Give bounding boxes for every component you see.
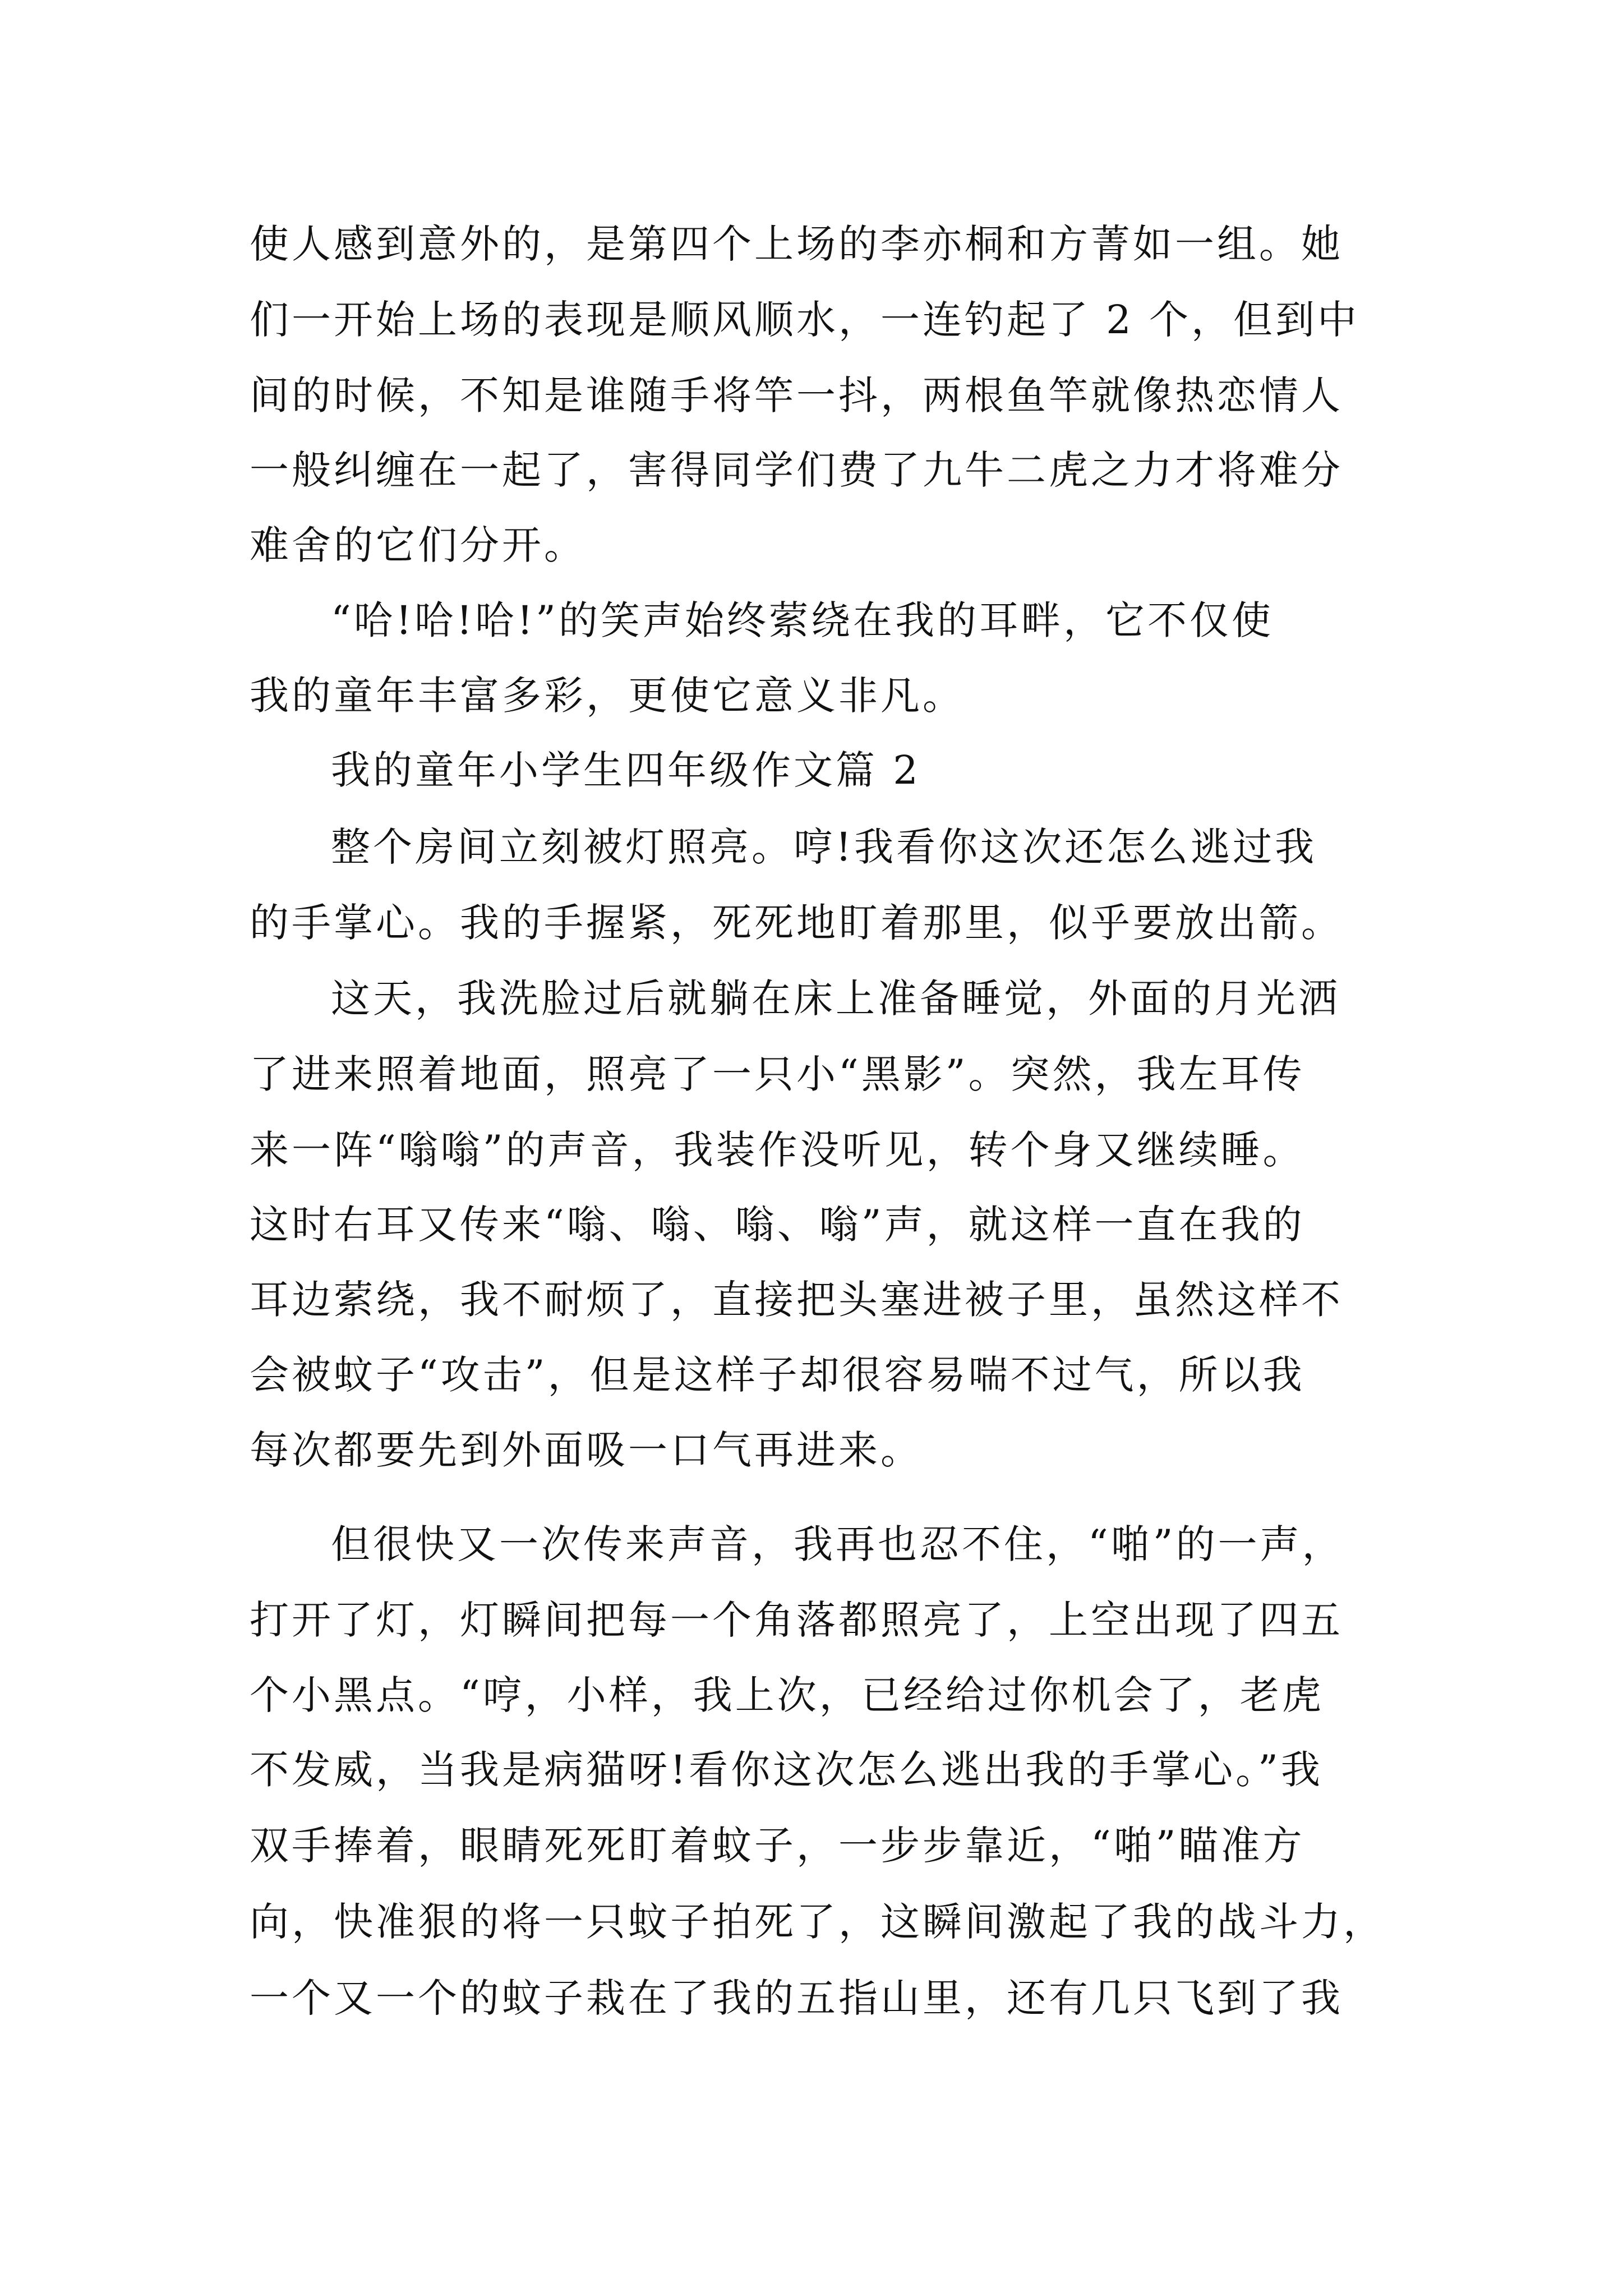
paragraph-4-line-1: 了进来照着地面，照亮了一只小“黑影”。突然，我左耳传: [250, 1051, 1305, 1097]
paragraph-5-line-5: 向，快准狠的将一只蚊子拍死了，这瞬间激起了我的战斗力，: [250, 1899, 1385, 1945]
paragraph-4-line-3: 这时右耳又传来“嗡、嗡、嗡、嗡”声，就这样一直在我的: [250, 1202, 1305, 1248]
paragraph-3-line-0: 整个房间立刻被灯照亮。哼!我看你这次还怎么逃过我: [331, 824, 1317, 870]
paragraph-5-line-0: 但很快又一次传来声音，我再也忍不住，“啪”的一声，: [331, 1521, 1344, 1567]
paragraph-4-line-4: 耳边萦绕，我不耐烦了，直接把头塞进被子里，虽然这样不: [250, 1277, 1343, 1323]
paragraph-5-line-3: 不发威，当我是病猫呀!看你这次怎么逃出我的手掌心。”我: [250, 1747, 1323, 1793]
paragraph-4-line-0: 这天，我洗脸过后就躺在床上准备睡觉，外面的月光洒: [331, 976, 1340, 1022]
paragraph-1-line-1: 我的童年丰富多彩，更使它意义非凡。: [250, 673, 965, 719]
paragraph-3-line-1: 的手掌心。我的手握紧，死死地盯着那里，似乎要放出箭。: [250, 900, 1343, 946]
paragraph-0-line-2: 间的时候，不知是谁随手将竿一抖，两根鱼竿就像热恋情人: [250, 372, 1343, 418]
section-heading: 我的童年小学生四年级作文篇 2: [331, 747, 921, 793]
paragraph-0-line-4: 难舍的它们分开。: [250, 522, 586, 568]
paragraph-1-line-0: “哈!哈!哈!”的笑声始终萦绕在我的耳畔，它不仅使: [331, 597, 1274, 643]
paragraph-5-line-2: 个小黑点。“哼，小样，我上次，已经给过你机会了，老虎: [250, 1672, 1324, 1718]
paragraph-5-line-4: 双手捧着，眼睛死死盯着蚊子，一步步靠近，“啪”瞄准方: [250, 1823, 1305, 1869]
paragraph-0-line-3: 一般纠缠在一起了，害得同学们费了九牛二虎之力才将难分: [250, 447, 1343, 493]
paragraph-0-line-1: 们一开始上场的表现是顺风顺水，一连钓起了 2 个，但到中: [250, 297, 1360, 343]
paragraph-4-line-2: 来一阵“嗡嗡”的声音，我装作没听见，转个身又继续睡。: [250, 1127, 1305, 1173]
paragraph-4-line-6: 每次都要先到外面吸一口气再进来。: [250, 1427, 923, 1473]
paragraph-5-line-1: 打开了灯，灯瞬间把每一个角落都照亮了，上空出现了四五: [250, 1597, 1343, 1643]
paragraph-5-line-6: 一个又一个的蚊子栽在了我的五指山里，还有几只飞到了我: [250, 1975, 1343, 2021]
paragraph-4-line-5: 会被蚊子“攻击”，但是这样子却很容易喘不过气，所以我: [250, 1352, 1305, 1398]
paragraph-0-line-0: 使人感到意外的，是第四个上场的李亦桐和方菁如一组。她: [250, 221, 1343, 267]
